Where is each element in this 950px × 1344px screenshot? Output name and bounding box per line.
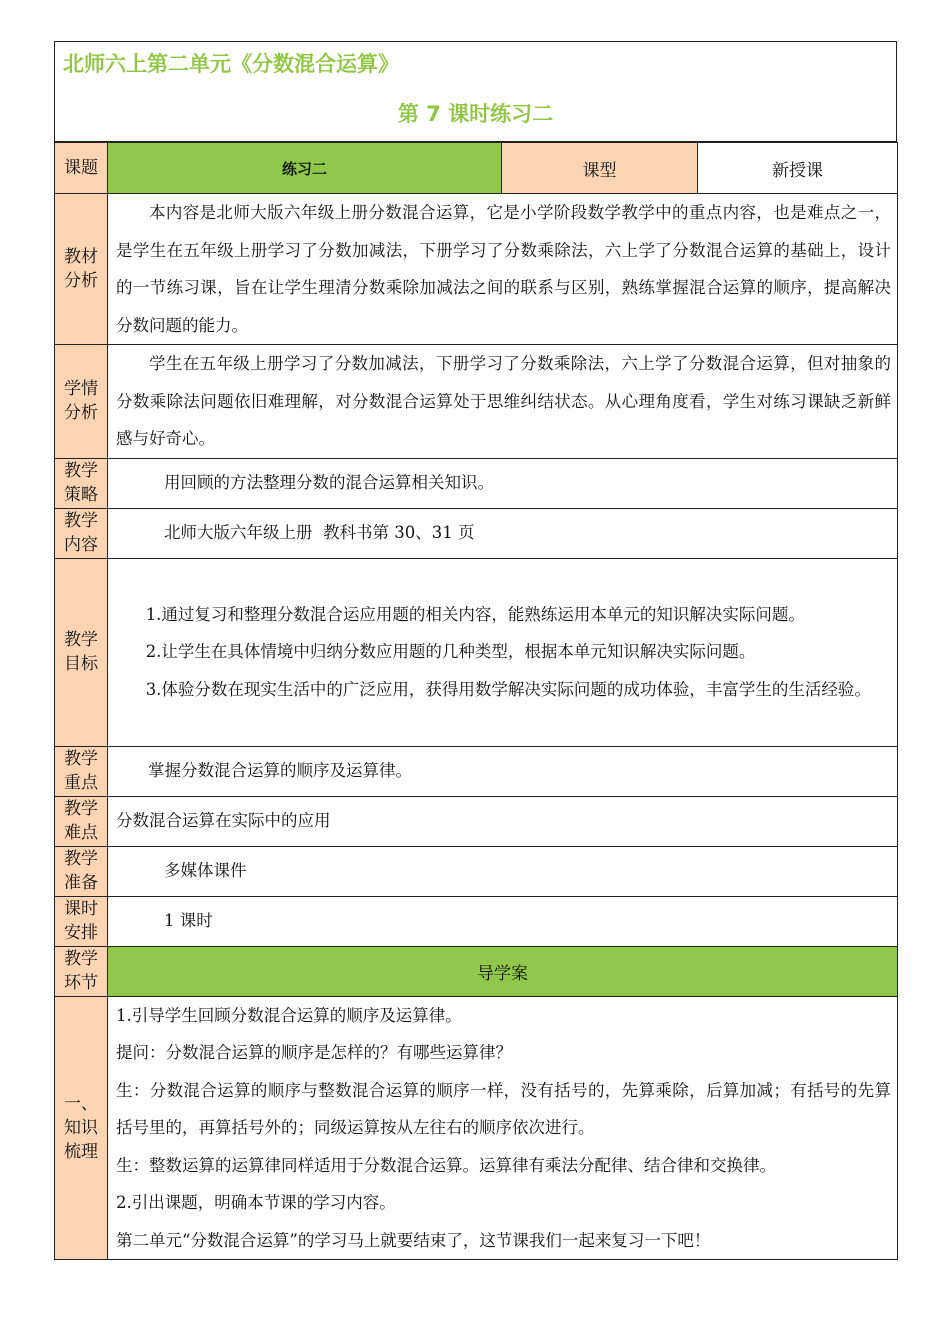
lesson-plan-sheet [54,41,897,1260]
review-label-line1: 一、 [64,1093,98,1114]
preparation-label-line2: 准备 [64,873,98,893]
difficulty-row [55,796,898,846]
goals-label-line2: 目标 [64,654,98,674]
schedule-label-line1: 课时 [64,899,98,919]
content-label-line2: 内容 [64,535,98,555]
preparation-label-line1: 教学 [64,849,98,869]
strategy-row [55,458,898,508]
title-box [54,41,897,142]
material-label-line2: 分析 [64,271,98,291]
review-text-cell [108,996,898,1260]
topic-value: 练习二 [108,143,502,194]
lesson-plan-table [54,142,898,1260]
difficulty-label [55,796,108,846]
keypoint-row [55,746,898,796]
students-label-line2: 分析 [64,403,98,424]
review-label [55,996,108,1260]
content-text: 北师大版六年级上册 教科书第 30、31 页 [164,523,475,543]
difficulty-label-line2: 难点 [64,823,98,843]
difficulty-label-line1: 教学 [64,799,98,819]
review-line-6: 第二单元“分数混合运算”的学习马上就要结束了，这节课我们一起来复习一下吧！ [116,1230,711,1250]
review-row [55,996,898,1260]
topic-label: 课题 [55,143,108,194]
schedule-row [55,896,898,946]
strategy-text-cell [108,458,898,508]
lesson-type-value: 新授课 [698,143,898,194]
preparation-text: 多媒体课件 [164,861,247,881]
goal-item-3: 3.体验分数在现实生活中的广泛应用，获得用数学解决实际问题的成功体验，丰富学生的生活经验。 [145,679,871,699]
schedule-label [55,896,108,946]
keypoint-text: 掌握分数混合运算的顺序及运算律。 [148,761,412,781]
difficulty-text-cell [108,796,898,846]
stage-label [55,946,108,996]
topic-row [55,143,898,194]
unit-title: 北师六上第二单元《分数混合运算》 [63,52,399,76]
keypoint-label-line2: 重点 [64,773,98,793]
keypoint-label [55,746,108,796]
students-label [55,345,108,459]
content-label-line1: 教学 [64,511,98,531]
review-line-4: 生：整数运算的运算律同样适用于分数混合运算。运算律有乘法分配律、结合律和交换律。 [116,1155,776,1175]
goal-item-1: 1.通过复习和整理分数混合运应用题的相关内容，能熟练运用本单元的知识解决实际问题。 [145,604,805,624]
lesson-title: 第 7 课时练习二 [397,102,554,126]
review-line-2: 提问：分数混合运算的顺序是怎样的？有哪些运算律？ [116,1043,512,1062]
students-text-cell [108,345,898,459]
preparation-row [55,846,898,896]
stage-label-line1: 教学 [64,949,98,969]
review-line-5: 2.引出课题，明确本节课的学习内容。 [116,1193,396,1212]
material-label [55,194,108,345]
material-text-cell [108,194,898,345]
schedule-text: 1 课时 [164,911,213,931]
strategy-label-line1: 教学 [64,461,98,481]
stage-row [55,946,898,996]
stage-title: 导学案 [108,946,898,996]
review-label-line2: 知识 [64,1117,98,1138]
students-label-line1: 学情 [64,379,98,400]
preparation-label [55,846,108,896]
content-row [55,508,898,558]
strategy-text: 用回顾的方法整理分数的混合运算相关知识。 [164,473,494,493]
schedule-text-cell [108,896,898,946]
strategy-label [55,458,108,508]
content-label [55,508,108,558]
review-label-line3: 梳理 [64,1141,98,1162]
students-row [55,345,898,459]
stage-label-line2: 环节 [64,973,98,993]
review-line-1: 1.引导学生回顾分数混合运算的顺序及运算律。 [116,1005,462,1025]
schedule-label-line2: 安排 [64,923,98,943]
goals-text-cell [108,558,898,746]
strategy-label-line2: 策略 [64,485,98,505]
goals-label-line1: 教学 [64,630,98,650]
material-label-line1: 教材 [64,247,98,267]
goals-label [55,558,108,746]
content-text-cell [108,508,898,558]
keypoint-label-line1: 教学 [64,749,98,769]
material-text: 本内容是北师大版六年级上册分数混合运算，它是小学阶段数学教学中的重点内容，也是难点之一，是学生在五年级上册学习了分数加减法，下册学习了分数乘除法，六上学了分数混合运算的基础上，设计的一节练习课，旨在让学生理清分数乘除加减法之间的联系与区别，熟练掌握混合运算的顺序，提高解决分数问题的能力。 [116,203,891,335]
lesson-type-label: 课型 [502,143,698,194]
goal-item-2: 2.让学生在具体情境中归纳分数应用题的几种类型，根据本单元知识解决实际问题。 [145,642,756,662]
material-row [55,194,898,345]
review-line-3: 生：分数混合运算的顺序与整数混合运算的顺序一样，没有括号的，先算乘除，后算加减；有括号的先算括号里的，再算括号外的；同级运算按从左往右的顺序依次进行。 [116,1080,891,1137]
students-text: 学生在五年级上册学习了分数加减法，下册学习了分数乘除法，六上学了分数混合运算，但对抽象的分数乘除法问题依旧难理解，对分数混合运算处于思维纠结状态。从心理角度看，学生对练习课缺乏新鲜感与好奇心。 [116,354,891,448]
goals-row [55,558,898,746]
keypoint-text-cell [108,746,898,796]
preparation-text-cell [108,846,898,896]
difficulty-text: 分数混合运算在实际中的应用 [116,811,331,831]
